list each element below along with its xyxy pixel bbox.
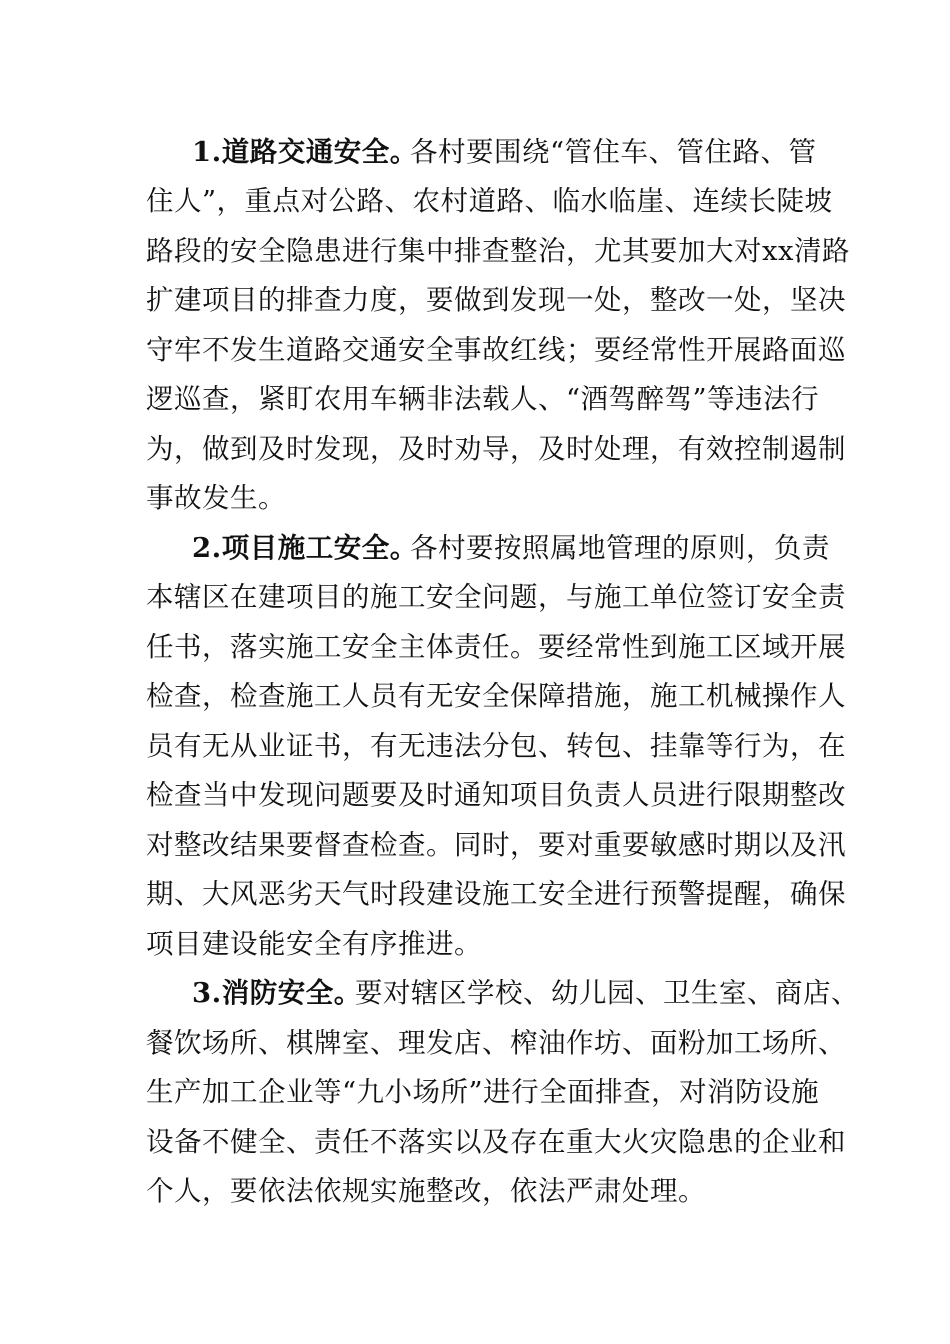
paragraph-2-heading: 2.项目施工安全。 — [192, 532, 418, 564]
paragraph-1-line-6 — [0, 379, 950, 419]
paragraph-2-line-4 — [0, 676, 950, 716]
paragraph-1-heading: 1.道路交通安全。 — [192, 136, 418, 168]
paragraph-2-text: 对整改结果要督查检查。同时，要对重要敏感时期以及汛 — [146, 829, 846, 861]
paragraph-1-text: 守牢不发生道路交通安全事故红线；要经常性开展路面巡 — [146, 334, 846, 366]
paragraph-2-text: 期、大风恶劣天气时段建设施工安全进行预警提醒，确保 — [146, 878, 846, 910]
paragraph-2-text: 各村要按照属地管理的原则，负责 — [410, 532, 830, 564]
paragraph-1-line-4 — [0, 280, 950, 320]
paragraph-2-text: 项目建设能安全有序推进。 — [146, 928, 482, 960]
paragraph-1-line-1 — [0, 132, 950, 172]
paragraph-1-line-2 — [0, 181, 950, 221]
paragraph-3-text: 餐饮场所、棋牌室、理发店、榨油作坊、面粉加工场所、 — [146, 1027, 846, 1059]
paragraph-2-text: 员有无从业证书，有无违法分包、转包、挂靠等行为，在 — [146, 730, 846, 762]
paragraph-1-line-8 — [0, 478, 950, 518]
paragraph-2-line-6 — [0, 775, 950, 815]
paragraph-2-line-1 — [0, 528, 950, 568]
paragraph-2-text: 检查当中发现问题要及时通知项目负责人员进行限期整改 — [146, 779, 846, 811]
paragraph-2-line-3 — [0, 627, 950, 667]
paragraph-3-line-1 — [0, 973, 950, 1013]
paragraph-1-text: 住人”，重点对公路、农村道路、临水临崖、连续长陡坡 — [146, 185, 833, 217]
paragraph-1-text: 扩建项目的排查力度，要做到发现一处，整改一处，坚决 — [146, 284, 846, 316]
paragraph-2-line-9 — [0, 924, 950, 964]
paragraph-1-text: 为，做到及时发现，及时劝导，及时处理，有效控制遏制 — [146, 433, 846, 465]
paragraph-2-line-8 — [0, 874, 950, 914]
paragraph-3-line-4 — [0, 1122, 950, 1162]
paragraph-1-line-7 — [0, 429, 950, 469]
paragraph-1-text: 逻巡查，紧盯农用车辆非法载人、“酒驾醉驾”等违法行 — [146, 383, 820, 415]
paragraph-3-text: 要对辖区学校、幼儿园、卫生室、商店、 — [355, 977, 859, 1009]
paragraph-2-line-7 — [0, 825, 950, 865]
paragraph-2-text: 任书，落实施工安全主体责任。要经常性到施工区域开展 — [146, 631, 846, 663]
paragraph-1-text: 事故发生。 — [146, 482, 286, 514]
paragraph-2-text: 本辖区在建项目的施工安全问题，与施工单位签订安全责 — [146, 581, 846, 613]
paragraph-3-line-3 — [0, 1072, 950, 1112]
paragraph-1-text: 各村要围绕“管住车、管住路、管 — [410, 136, 817, 168]
paragraph-3-line-5 — [0, 1171, 950, 1211]
paragraph-2-line-2 — [0, 577, 950, 617]
paragraph-2-line-5 — [0, 726, 950, 766]
paragraph-3-text: 设备不健全、责任不落实以及存在重大火灾隐患的企业和 — [146, 1126, 846, 1158]
paragraph-3-heading: 3.消防安全。 — [192, 977, 362, 1009]
paragraph-3-text: 生产加工企业等“九小场所”进行全面排查，对消防设施 — [146, 1076, 820, 1108]
paragraph-2-text: 检查，检查施工人员有无安全保障措施，施工机械操作人 — [146, 680, 846, 712]
paragraph-1-line-3 — [0, 231, 950, 271]
paragraph-1-line-5 — [0, 330, 950, 370]
paragraph-3-line-2 — [0, 1023, 950, 1063]
paragraph-3-text: 个人，要依法依规实施整改，依法严肃处理。 — [146, 1175, 706, 1207]
paragraph-1-text: 路段的安全隐患进行集中排查整治，尤其要加大对xx清路 — [146, 235, 851, 267]
